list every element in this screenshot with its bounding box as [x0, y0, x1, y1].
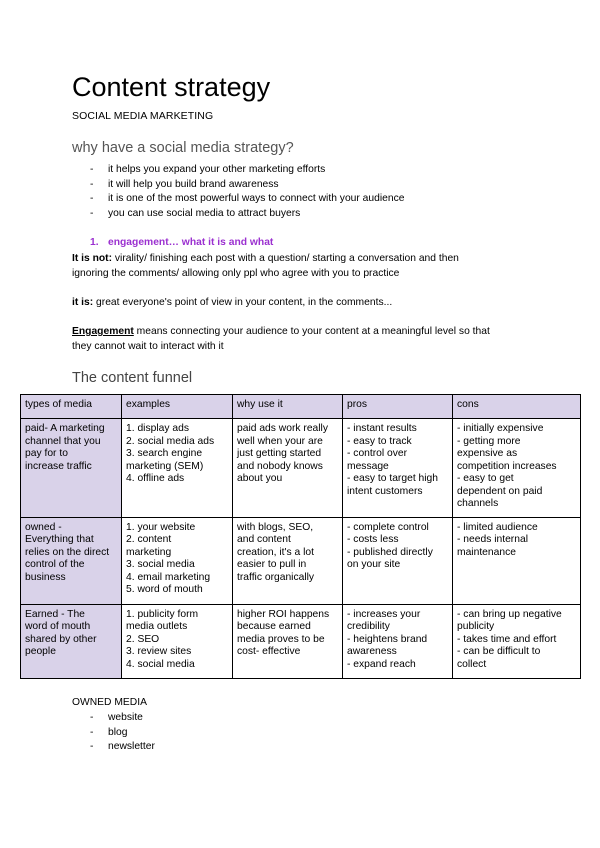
table-cell — [343, 517, 453, 604]
cell-line: 3. review sites — [126, 646, 192, 657]
cell-line: control of the — [25, 559, 85, 570]
cell-line: Earned - The — [25, 608, 85, 620]
cell-line: 4. email marketing — [126, 571, 211, 583]
table-cell — [343, 604, 453, 678]
cell-line: competition increases — [457, 460, 557, 472]
column-header: examples — [122, 395, 233, 419]
table-row — [21, 419, 581, 518]
cell-line: shared by other — [25, 633, 97, 645]
cell-line: - easy to track — [347, 435, 412, 447]
cell-line: relies on the direct — [25, 546, 110, 558]
cell-line: channels — [457, 498, 499, 509]
is-not-label: It is not: — [72, 253, 113, 264]
cell-line: credibility — [347, 621, 390, 632]
cell-line: about you — [237, 473, 283, 484]
cell-line: increase traffic — [25, 460, 92, 472]
cell-line: - can bring up negative — [457, 608, 562, 620]
cell-line: media outlets — [126, 621, 188, 632]
owned-media-list — [90, 711, 155, 755]
cell-line: - easy to get — [457, 473, 514, 484]
table-cell — [122, 419, 233, 518]
table-row — [21, 604, 581, 678]
content-funnel-table — [20, 394, 581, 679]
is-not-text-cont: ignoring the comments/ allowing only ppl who agree with you to practice — [72, 268, 400, 279]
cell-line: paid ads work really — [237, 423, 328, 434]
cell-line: - costs less — [347, 534, 399, 545]
cell-line: - can be difficult to — [457, 646, 541, 657]
cell-line: traffic organically — [237, 571, 315, 583]
cell-line: - needs internal — [457, 534, 528, 545]
table-cell — [122, 517, 233, 604]
cell-line: 1. display ads — [126, 423, 189, 434]
cell-line: - increases your — [347, 608, 421, 620]
cell-line: 2. SEO — [126, 633, 160, 645]
column-header: cons — [453, 395, 581, 419]
page-title: Content strategy — [72, 72, 271, 102]
cell-line: business — [25, 571, 66, 583]
page-subtitle: SOCIAL MEDIA MARKETING — [72, 110, 214, 122]
cell-line: media proves to be — [237, 633, 325, 645]
why-heading: why have a social media strategy? — [72, 140, 294, 156]
cell-line: and content — [237, 534, 291, 545]
table-cell — [21, 517, 122, 604]
cell-line: - published directly — [347, 546, 433, 558]
table-cell — [453, 517, 581, 604]
cell-line: people — [25, 646, 56, 657]
list-number: 1. — [90, 237, 99, 248]
why-list — [90, 163, 404, 221]
list-item: - website — [90, 711, 155, 726]
cell-line: - limited audience — [457, 521, 538, 533]
cell-line: 2. content — [126, 534, 172, 545]
engagement-heading-text: engagement… what it is and what — [108, 237, 274, 248]
cell-line: pay for to — [25, 448, 68, 459]
table-cell — [233, 604, 343, 678]
list-item: - it will help you build brand awareness — [90, 178, 404, 193]
cell-line: with blogs, SEO, — [237, 521, 314, 533]
cell-line: message — [347, 460, 389, 472]
is-label: it is: — [72, 297, 94, 308]
cell-line: channel that you — [25, 435, 101, 447]
cell-line: 3. search engine — [126, 448, 203, 459]
cell-line: word of mouth — [25, 621, 91, 632]
cell-line: creation, it's a lot — [237, 546, 314, 558]
list-item: - it is one of the most powerful ways to connect with your audience — [90, 192, 404, 207]
cell-line: because earned — [237, 621, 311, 632]
column-header: types of media — [21, 395, 122, 419]
cell-line: - getting more — [457, 435, 521, 447]
cell-line: cost- effective — [237, 646, 301, 657]
cell-line: - complete control — [347, 521, 429, 533]
is-text: great everyone's point of view in your content, in the comments... — [93, 297, 393, 308]
cell-line: easier to pull in — [237, 559, 307, 570]
table-cell — [453, 604, 581, 678]
cell-line: owned - — [25, 521, 62, 533]
table-cell — [343, 419, 453, 518]
cell-line: collect — [457, 658, 487, 670]
table-cell — [21, 419, 122, 518]
table-header-row — [21, 395, 581, 419]
cell-line: 4. social media — [126, 658, 195, 670]
cell-line: - takes time and effort — [457, 633, 557, 645]
list-item: - blog — [90, 726, 155, 741]
engagement-def-text: means connecting your audience to your content at a meaningful level so that — [133, 326, 490, 337]
table-body — [21, 419, 581, 679]
table-cell — [122, 604, 233, 678]
column-header: why use it — [233, 395, 343, 419]
cell-line: marketing (SEM) — [126, 460, 204, 472]
list-item: - newsletter — [90, 740, 155, 755]
engagement-definition — [72, 324, 542, 354]
cell-line: - instant results — [347, 423, 417, 434]
cell-line: marketing — [126, 546, 172, 558]
engagement-heading — [90, 237, 273, 248]
engagement-def-text-cont: they cannot wait to interact with it — [72, 341, 224, 352]
is-not-paragraph — [72, 251, 542, 281]
cell-line: Everything that — [25, 534, 94, 545]
table-cell — [233, 517, 343, 604]
cell-line: paid- A marketing — [25, 423, 105, 434]
cell-line: 2. social media ads — [126, 435, 215, 447]
list-item: - it helps you expand your other marketing efforts — [90, 163, 404, 178]
cell-line: intent customers — [347, 485, 423, 497]
cell-line: 1. your website — [126, 521, 196, 533]
cell-line: - initially expensive — [457, 423, 544, 434]
cell-line: dependent on paid — [457, 485, 543, 497]
cell-line: publicity — [457, 621, 495, 632]
list-item: - you can use social media to attract buyers — [90, 207, 404, 222]
cell-line: higher ROI happens — [237, 608, 330, 620]
table-cell — [453, 419, 581, 518]
is-paragraph — [72, 295, 542, 310]
cell-line: 4. offline ads — [126, 473, 185, 484]
table-cell — [21, 604, 122, 678]
cell-line: well when your are — [237, 435, 323, 447]
is-not-text: virality/ finishing each post with a question/ starting a conversation and then — [112, 253, 459, 264]
cell-line: - control over — [347, 448, 408, 459]
cell-line: - easy to target high — [347, 473, 439, 484]
column-header: pros — [343, 395, 453, 419]
table-cell — [233, 419, 343, 518]
cell-line: - heightens brand — [347, 633, 428, 645]
cell-line: maintenance — [457, 546, 516, 558]
funnel-title: The content funnel — [72, 370, 193, 386]
cell-line: and nobody knows — [237, 460, 323, 472]
engagement-label: Engagement — [72, 326, 134, 337]
cell-line: awareness — [347, 646, 397, 657]
cell-line: 1. publicity form — [126, 608, 199, 620]
owned-media-title: OWNED MEDIA — [72, 697, 147, 708]
table-row — [21, 517, 581, 604]
cell-line: expensive as — [457, 448, 518, 459]
cell-line: - expand reach — [347, 658, 416, 670]
cell-line: 5. word of mouth — [126, 584, 203, 595]
cell-line: just getting started — [237, 448, 322, 459]
cell-line: 3. social media — [126, 559, 195, 570]
cell-line: on your site — [347, 559, 401, 570]
